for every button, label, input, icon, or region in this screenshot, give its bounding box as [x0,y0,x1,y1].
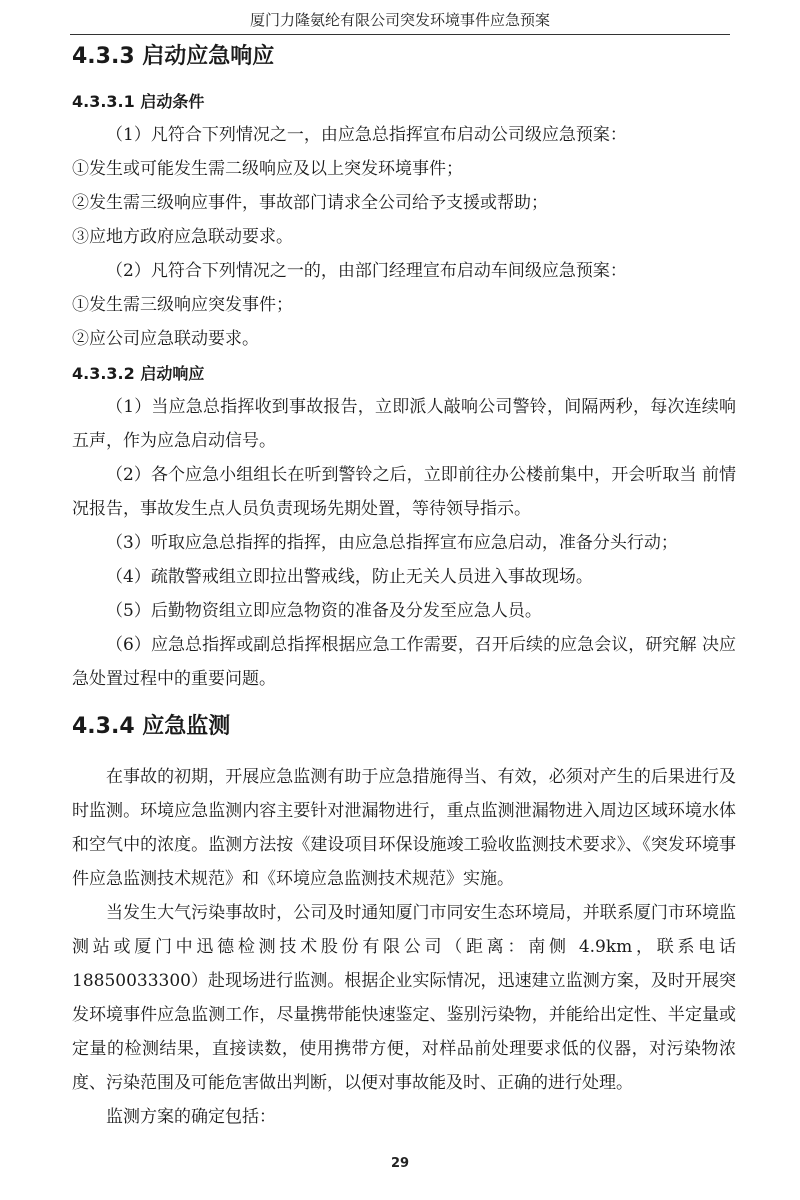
running-header: 厦门力隆氨纶有限公司突发环境事件应急预案 [249,11,550,29]
paragraph: （3）听取应急总指挥的指挥，由应急总指挥宣布应急启动，准备分头行动； [106,533,678,553]
section-heading-4-3-3: 4.3.3 启动应急响应 [72,44,275,69]
page-number: 29 [390,1156,410,1171]
paragraph: （1）凡符合下列情况之一，由应急总指挥宣布启动公司级应急预案： [106,125,627,145]
paragraph: 当发生大气污染事故时，公司及时通知厦门市同安生态环境局，并联系厦门市环境监测站或厦门中迅德检测技术股份有限公司（距离：南侧 4.9km，联系电话 18850033300）赴现场进行监测。根据企业实际情况，迅速建立监测方案，及时开展突发环境事件应急监测工作，尽量携带能快速鉴定、鉴别污染物，并能给出定性、半定量或定量的检测结果，直接读数，使用携带方便，对样品前处理要求低的仪器，对污染物浓度、污染范围及可能危害做出判断，以便对事故能及时、正确的进行处理。 [72,903,736,1093]
spacer [72,696,736,708]
paragraph: 监测方案的确定包括： [106,1107,276,1127]
list-item: ①发生需三级响应突发事件； [72,295,293,315]
paragraph: （5）后勤物资组立即应急物资的准备及分发至应急人员。 [106,601,542,621]
list-item: ②发生需三级响应事件，事故部门请求全公司给予支援或帮助； [72,193,548,213]
list-item: ②应公司应急联动要求。 [72,329,259,349]
subsection-heading-4-3-3-2: 4.3.3.2 启动响应 [72,364,205,383]
section-heading-4-3-4: 4.3.4 应急监测 [72,714,231,739]
paragraph: （2）凡符合下列情况之一的，由部门经理宣布启动车间级应急预案： [106,261,627,281]
paragraph: （4）疏散警戒组立即拉出警戒线，防止无关人员进入事故现场。 [106,567,593,587]
list-item: ①发生或可能发生需二级响应及以上突发环境事件； [72,159,463,179]
header-rule [70,34,730,35]
subsection-heading-4-3-3-1: 4.3.3.1 启动条件 [72,92,205,111]
paragraph: 在事故的初期，开展应急监测有助于应急措施得当、有效，必须对产生的后果进行及时监测。环境应急监测内容主要针对泄漏物进行，重点监测泄漏物进入周边区域环境水体和空气中的浓度。监测方法按《建设项目环保设施竣工验收监测技术要求》、《突发环境事件应急监测技术规范》和《环境应急监测技术规范》实施。 [72,767,736,889]
paragraph: （6）应急总指挥或副总指挥根据应急工作需要，召开后续的应急会议，研究解 决应急处置过程中的重要问题。 [72,635,736,689]
list-item: ③应地方政府应急联动要求。 [72,227,293,247]
paragraph: （1）当应急总指挥收到事故报告，立即派人敲响公司警铃，间隔两秒，每次连续响五声，作为应急启动信号。 [72,397,736,451]
paragraph: （2）各个应急小组组长在听到警铃之后，立即前往办公楼前集中，开会听取当 前情况报告，事故发生点人员负责现场先期处置，等待领导指示。 [72,465,736,519]
page-content [72,38,736,1134]
